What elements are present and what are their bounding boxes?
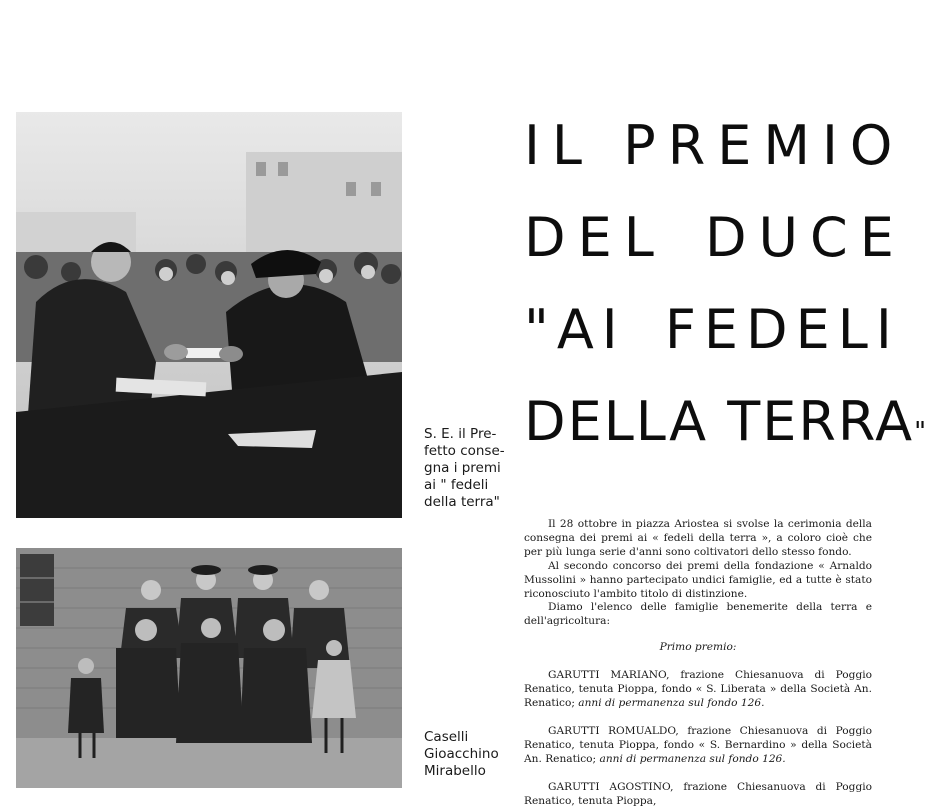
caption-line: S. E. il Pre- xyxy=(424,426,497,442)
title-line xyxy=(524,376,926,478)
caption-line: fetto conse- xyxy=(424,443,505,459)
section-heading: Primo premio: xyxy=(659,641,737,654)
family-details: frazione Chiesanuova di Poggio Renatico, tenuta Pioppa, fondo « S. Liberata » della Società An. Renatico; xyxy=(524,669,872,709)
body-paragraph: Diamo l'elenco delle famiglie benemerite della terra e dell'agricoltura: xyxy=(524,601,872,628)
caption-prize-ceremony xyxy=(424,426,514,511)
photo-prize-ceremony xyxy=(16,112,402,518)
family-photo-illustration xyxy=(16,548,402,788)
title-line: DEL DUCE xyxy=(524,206,906,269)
body-paragraph: Al secondo concorso dei premi della fondazione « Arnaldo Mussolini » hanno partecipato undici famiglie, ed a tutte è stato riconosciuto l'ambito titolo di distinzione. xyxy=(524,559,872,600)
photo-family-portrait xyxy=(16,548,402,788)
caption-line: Gioacchino xyxy=(424,746,499,762)
family-entry xyxy=(524,725,872,767)
body-paragraph: Il 28 ottobre in piazza Ariostea si svolse la cerimonia della consegna dei premi ai « fedeli della terra », a coloro cioè che per più lunga serie d'anni sono coltivatori dello stesso fondo. xyxy=(524,518,872,558)
family-entry xyxy=(524,781,872,808)
family-details: frazione Chiesanuova di Poggio Renatico, tenuta Pioppa, fondo « S. Bernardino » della Società An. Renatico; xyxy=(524,724,872,765)
caption-line: Caselli xyxy=(424,729,469,745)
family-years: anni di permanenza sul fondo 126. xyxy=(599,752,786,765)
ceremony-photo-illustration xyxy=(16,112,402,518)
caption-family-portrait xyxy=(424,729,514,780)
family-name: GARUTTI ROMUALDO, xyxy=(548,724,679,737)
caption-line: della terra" xyxy=(424,494,500,510)
family-years: anni di permanenza sul fondo 126. xyxy=(578,696,765,709)
family-entry xyxy=(524,669,872,711)
family-name: GARUTTI MARIANO, xyxy=(548,669,670,682)
family-details: frazione Chiesanuova di Poggio Renatico, tenuta Pioppa, xyxy=(524,780,872,807)
title-last-words: DELLA TERRA xyxy=(524,390,915,453)
family-name: GARUTTI AGOSTINO, xyxy=(548,780,674,793)
caption-line: ai " fedeli xyxy=(424,477,489,493)
title-line: "AI FEDELI xyxy=(524,298,900,361)
article-body xyxy=(524,518,872,808)
caption-line: gna i premi xyxy=(424,460,501,476)
caption-line: Mirabello xyxy=(424,763,486,779)
title-closing-quote: " xyxy=(914,417,926,447)
article-title xyxy=(524,100,926,478)
title-line: IL PREMIO xyxy=(524,114,905,177)
